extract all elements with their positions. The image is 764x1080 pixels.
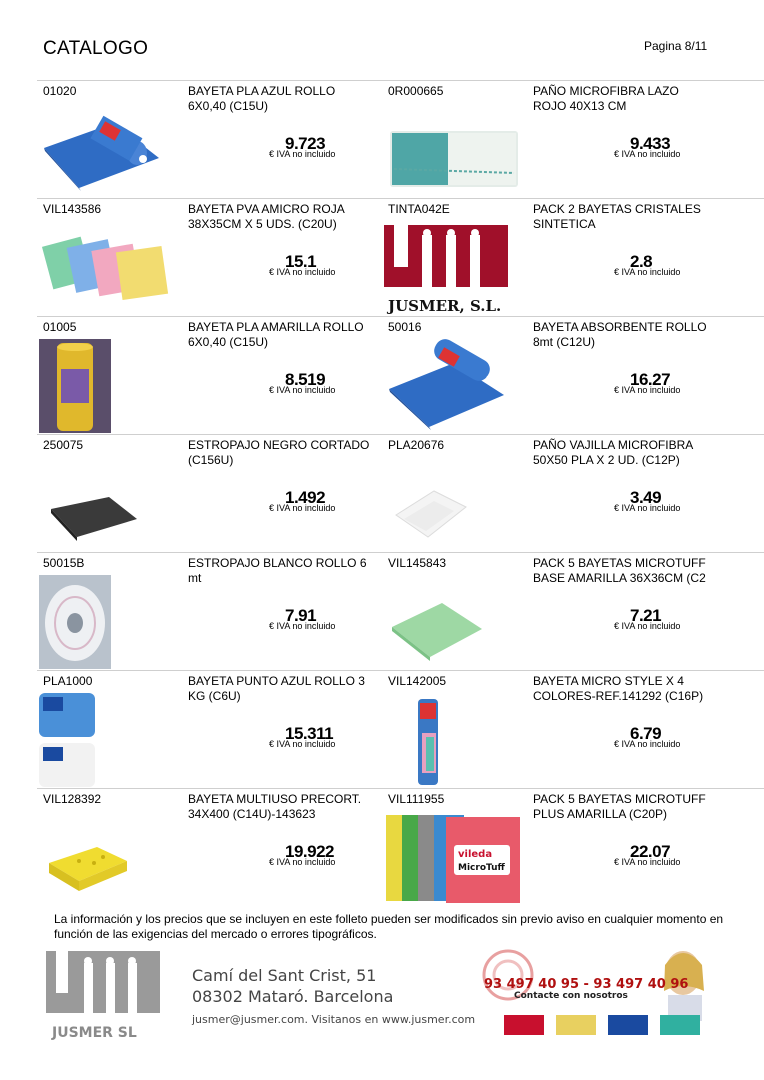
vileda-microtuff-image <box>384 811 524 905</box>
company-name: JUSMER SL <box>52 1025 137 1041</box>
product-price: 15.311 <box>285 724 334 743</box>
product-card[interactable] <box>37 553 382 671</box>
product-grid <box>37 80 764 906</box>
product-code: VIL142005 <box>388 674 447 688</box>
brand-sub-text: MicroTuff <box>458 863 505 873</box>
product-description: BAYETA PUNTO AZUL ROLLO 3 KG (C6U) <box>188 674 365 703</box>
product-code: VIL128392 <box>43 792 102 806</box>
iva-label: € IVA no incluido <box>269 267 336 277</box>
iva-label: € IVA no incluido <box>614 149 681 159</box>
iva-label: € IVA no incluido <box>269 385 336 395</box>
product-price: 9.723 <box>285 134 326 153</box>
product-card[interactable] <box>382 553 727 671</box>
product-code: 250075 <box>43 438 84 452</box>
iva-label: € IVA no incluido <box>269 149 336 159</box>
table-row <box>37 552 764 670</box>
table-row <box>37 788 764 906</box>
address-line: Camí del Sant Crist, 51 <box>192 966 377 985</box>
product-price: 7.91 <box>285 606 317 625</box>
product-price: 1.492 <box>285 488 326 507</box>
product-card[interactable] <box>37 317 382 435</box>
table-row <box>37 80 764 198</box>
product-price: 6.79 <box>630 724 662 743</box>
table-row <box>37 434 764 552</box>
white-roll-image <box>39 575 179 669</box>
product-description: BAYETA PLA AZUL ROLLO 6X0,40 (C15U) <box>188 84 336 113</box>
product-description: BAYETA PLA AMARILLA ROLLO 6X0,40 (C15U) <box>188 320 364 349</box>
product-description: ESTROPAJO BLANCO ROLLO 6 mt <box>188 556 367 585</box>
colored-cloths-image <box>39 221 179 315</box>
product-code: 50016 <box>388 320 422 334</box>
product-description: BAYETA MICRO STYLE X 4 COLORES-REF.141292 (C16P) <box>533 674 704 703</box>
product-card[interactable] <box>382 317 727 435</box>
product-card[interactable] <box>382 671 727 789</box>
blue-roll-image <box>384 339 524 433</box>
product-code: VIL143586 <box>43 202 102 216</box>
cloth-rolls-image <box>39 693 179 787</box>
product-description: BAYETA PVA AMICRO ROJA 38X35CM X 5 UDS. (C20U) <box>188 202 345 231</box>
iva-label: € IVA no incluido <box>614 267 681 277</box>
iva-label: € IVA no incluido <box>614 739 681 749</box>
address-line: 08302 Mataró. Barcelona <box>192 987 394 1006</box>
product-code: VIL145843 <box>388 556 447 570</box>
yellow-roll-image <box>39 339 179 433</box>
email-web-line: jusmer@jusmer.com. Visitanos en www.jusmer.com <box>192 1013 476 1026</box>
iva-label: € IVA no incluido <box>614 621 681 631</box>
iva-label: € IVA no incluido <box>269 857 336 867</box>
product-card[interactable] <box>382 435 727 553</box>
footer <box>0 945 764 1080</box>
iva-label: € IVA no incluido <box>614 857 681 867</box>
product-card[interactable] <box>37 671 382 789</box>
product-description: PAÑO VAJILLA MICROFIBRA 50X50 PLA X 2 UD. (C12P) <box>533 438 693 467</box>
product-card[interactable] <box>37 199 382 317</box>
page-number: Pagina 8/11 <box>644 39 708 53</box>
product-code: PLA20676 <box>388 438 445 452</box>
product-code: TINTA042E <box>388 202 450 216</box>
yellow-sponge-image <box>39 811 179 905</box>
iva-label: € IVA no incluido <box>614 385 681 395</box>
iva-label: € IVA no incluido <box>269 503 336 513</box>
disclaimer: La información y los precios que se incluyen en este folleto pueden ser modificados sin previo aviso en cualquier momento en función de las exigencias del mercado o errores tipográficos. <box>54 912 724 941</box>
page-title: CATALOGO <box>43 38 149 59</box>
product-description: PACK 5 BAYETAS MICROTUFF PLUS AMARILLA (C20P) <box>533 792 706 821</box>
product-description: PACK 2 BAYETAS CRISTALES SINTETICA <box>533 202 701 231</box>
product-price: 9.433 <box>630 134 671 153</box>
product-code: PLA1000 <box>43 674 93 688</box>
product-card[interactable] <box>382 199 727 317</box>
product-card[interactable] <box>382 81 727 199</box>
product-code: 01020 <box>43 84 77 98</box>
table-row <box>37 670 764 788</box>
logo-text: JUSMER, S.L. <box>388 297 502 315</box>
product-code: 0R000665 <box>388 84 444 98</box>
iva-label: € IVA no incluido <box>269 621 336 631</box>
product-price: 16.27 <box>630 370 671 389</box>
contact-block <box>478 945 718 1040</box>
jusmer-logo-image <box>384 221 524 315</box>
product-price: 19.922 <box>285 842 334 861</box>
product-description: PAÑO MICROFIBRA LAZO ROJO 40X13 CM <box>533 84 679 113</box>
product-code: 01005 <box>43 320 77 334</box>
brand-text: vileda <box>458 849 493 860</box>
product-code: VIL111955 <box>388 792 445 806</box>
phone-number[interactable]: 93 497 40 95 - 93 497 40 96 <box>484 977 689 992</box>
table-row <box>37 316 764 434</box>
product-card[interactable] <box>382 789 727 907</box>
product-price: 7.21 <box>630 606 662 625</box>
iva-label: € IVA no incluido <box>614 503 681 513</box>
product-description: BAYETA ABSORBENTE ROLLO 8mt (C12U) <box>533 320 707 349</box>
cloth-pack-image <box>384 693 524 787</box>
product-price: 2.8 <box>630 252 653 271</box>
product-card[interactable] <box>37 435 382 553</box>
iva-label: € IVA no incluido <box>269 739 336 749</box>
address-block <box>192 965 475 1026</box>
white-cloth-image <box>384 457 524 551</box>
jusmer-footer-logo <box>44 951 164 1041</box>
product-price: 22.07 <box>630 842 671 861</box>
product-description: ESTROPAJO NEGRO CORTADO (C156U) <box>188 438 370 467</box>
product-description: BAYETA MULTIUSO PRECORT. 34X400 (C14U)-143623 <box>188 792 362 821</box>
product-price: 8.519 <box>285 370 326 389</box>
green-cloth-image <box>384 575 524 669</box>
mop-pad-image <box>384 103 524 197</box>
contact-label: Contacte con nosotros <box>514 991 628 1001</box>
table-row <box>37 198 764 316</box>
blue-roll-image <box>39 103 179 197</box>
product-description: PACK 5 BAYETAS MICROTUFF BASE AMARILLA 36X36CM (C2 <box>533 556 706 585</box>
black-pad-image <box>39 457 179 551</box>
product-card[interactable] <box>37 81 382 199</box>
product-price: 3.49 <box>630 488 662 507</box>
product-card[interactable] <box>37 789 382 907</box>
product-price: 15.1 <box>285 252 317 271</box>
product-code: 50015B <box>43 556 85 570</box>
